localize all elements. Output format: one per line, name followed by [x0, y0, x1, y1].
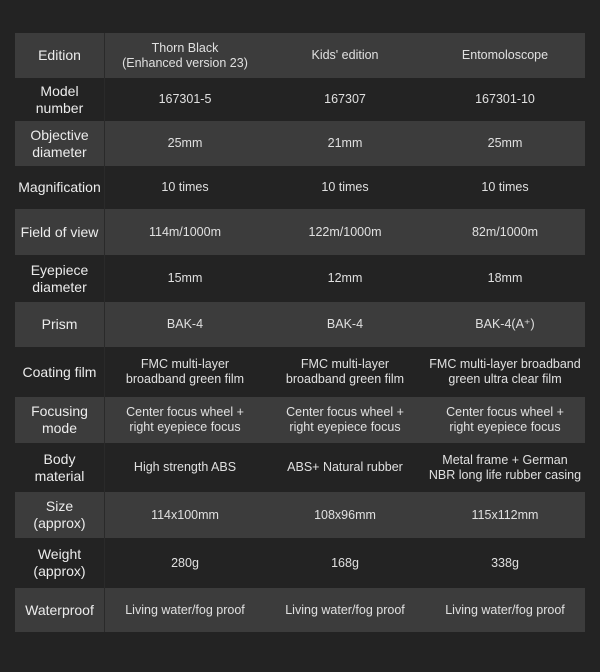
row-label-text: Magnification: [18, 179, 101, 196]
table-row: [15, 347, 585, 397]
row-value: BAK-4: [326, 317, 364, 331]
row-value: 280g: [171, 555, 199, 570]
row-value: 168g: [331, 555, 359, 570]
table-row: [15, 302, 585, 347]
row-label: [15, 492, 105, 538]
row-label: [15, 347, 105, 397]
row-value: FMC multi-layer broadband green film: [125, 357, 245, 386]
table-row: [15, 255, 585, 302]
table-row: [15, 588, 585, 632]
row-value: Living water/fog proof: [125, 602, 245, 617]
row-value: 115x112mm: [471, 507, 539, 522]
row-value: 10 times: [481, 180, 529, 194]
table-row: [15, 78, 585, 121]
row-label-text: Body material: [34, 450, 85, 484]
table-row: [15, 443, 585, 492]
row-value: Entomoloscope: [461, 48, 549, 62]
table-row: [15, 538, 585, 588]
table-row: [15, 397, 585, 443]
row-value: 21mm: [327, 136, 363, 150]
row-value: 167307: [324, 92, 366, 106]
row-value: Center focus wheel + right eyepiece focus: [446, 405, 564, 434]
row-label: [15, 302, 105, 347]
row-label-text: Waterproof: [25, 601, 94, 618]
row-value: 15mm: [167, 271, 203, 285]
row-label: [15, 397, 105, 443]
row-value: 114x100mm: [151, 507, 219, 522]
row-label: [15, 538, 105, 588]
row-label: [15, 443, 105, 492]
row-label-text: Coating film: [22, 363, 97, 380]
row-label-text: Focusing mode: [31, 403, 88, 436]
row-value: BAK-4(A⁺): [475, 317, 535, 331]
row-label-text: Size (approx): [33, 498, 86, 531]
row-value: 122m/1000m: [308, 224, 382, 239]
row-value: 25mm: [487, 136, 523, 150]
spec-table: [15, 33, 585, 632]
row-label: [15, 78, 105, 121]
row-value: Living water/fog proof: [445, 602, 565, 617]
row-value: 82m/1000m: [471, 224, 538, 239]
row-value: 338g: [491, 555, 519, 570]
row-label: [15, 255, 105, 302]
row-value: 167301-10: [475, 92, 535, 106]
row-label: [15, 588, 105, 632]
row-label-text: Model number: [35, 82, 84, 116]
table-row: [15, 33, 585, 78]
row-label-text: Prism: [41, 316, 78, 333]
row-label: [15, 166, 105, 209]
row-label-text: Weight (approx): [33, 546, 86, 579]
row-value: Thorn Black (Enhanced version 23): [122, 40, 248, 70]
row-value: 10 times: [161, 180, 209, 194]
row-value: High strength ABS: [133, 460, 237, 474]
row-label-text: Objective diameter: [30, 126, 89, 160]
row-value: FMC multi-layer broadband green ultra clear film: [429, 357, 581, 386]
row-value: Living water/fog proof: [285, 602, 405, 617]
row-value: 25mm: [167, 136, 203, 150]
table-row: [15, 209, 585, 255]
row-value: 10 times: [321, 180, 369, 194]
row-value: Kids' edition: [311, 48, 379, 62]
row-value: BAK-4: [166, 317, 204, 331]
row-label: [15, 33, 105, 78]
row-value: Center focus wheel + right eyepiece focus: [286, 405, 404, 434]
row-value: 114m/1000m: [148, 224, 222, 239]
table-row: [15, 121, 585, 166]
row-label-text: Edition: [38, 47, 81, 64]
row-label: [15, 121, 105, 166]
row-label-text: Eyepiece diameter: [30, 261, 89, 295]
row-label-text: Field of view: [20, 223, 99, 240]
row-value: 167301-5: [158, 92, 212, 106]
row-value: 12mm: [327, 271, 363, 285]
table-row: [15, 166, 585, 209]
row-value: 108x96mm: [314, 507, 376, 522]
row-value: FMC multi-layer broadband green film: [285, 357, 405, 386]
row-value: Center focus wheel + right eyepiece focus: [126, 405, 244, 434]
row-value: Metal frame + German NBR long life rubber casing: [428, 452, 582, 482]
row-value: ABS+ Natural rubber: [287, 460, 403, 474]
table-row: [15, 492, 585, 538]
row-value: 18mm: [487, 271, 523, 285]
row-label: [15, 209, 105, 255]
